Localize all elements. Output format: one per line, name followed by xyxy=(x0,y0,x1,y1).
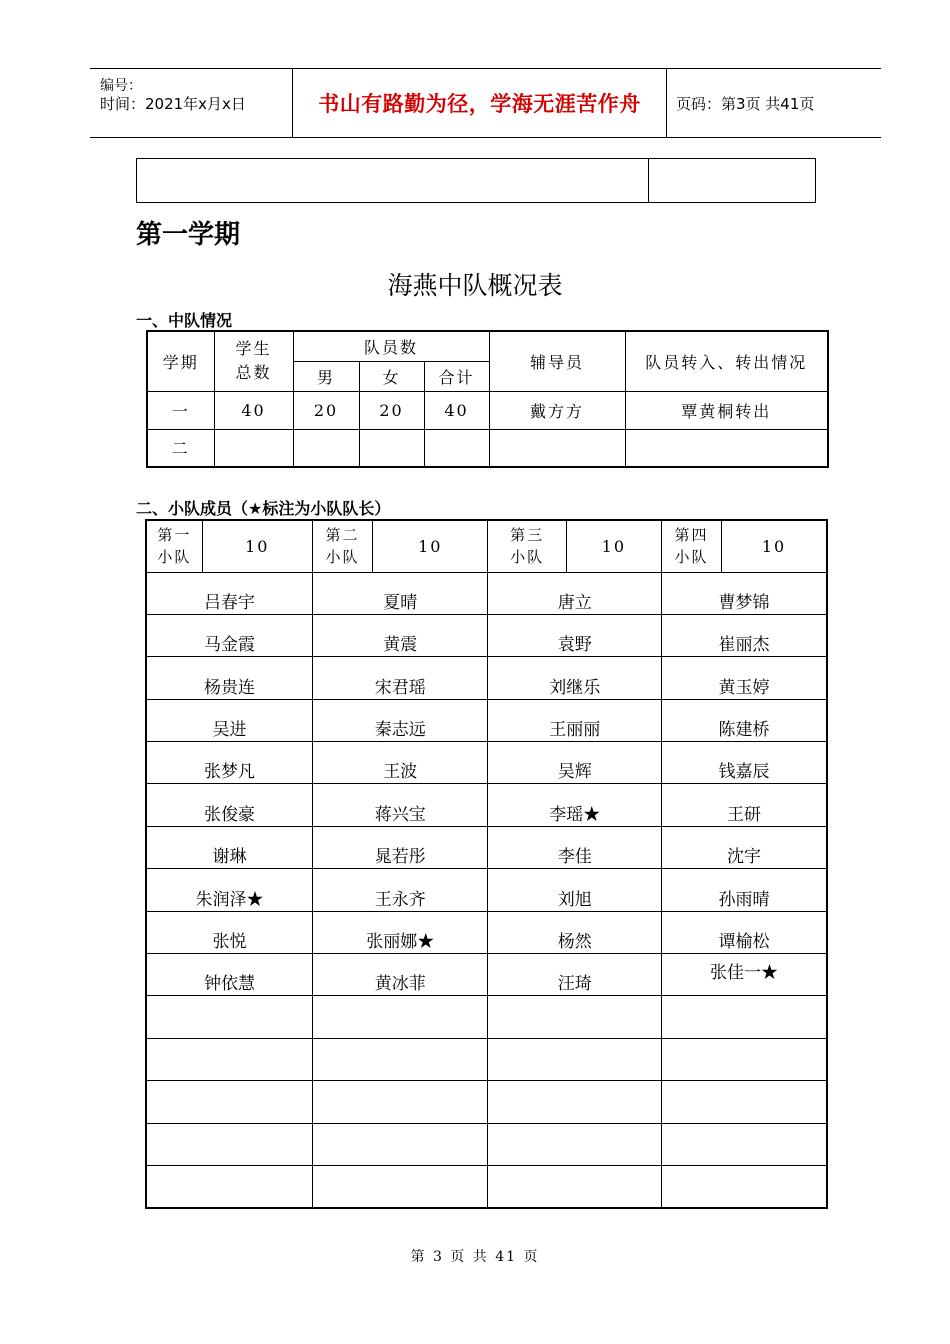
member-name-cell: 孙雨晴 xyxy=(661,869,827,911)
page-header xyxy=(90,68,881,138)
member-name-cell xyxy=(488,996,661,1038)
table-row xyxy=(146,954,827,996)
member-name-cell: 汪琦 xyxy=(488,954,661,996)
cell-term: 二 xyxy=(147,429,214,467)
member-name-cell: 张悦 xyxy=(146,911,312,953)
member-name-cell: 刘继乐 xyxy=(488,657,661,699)
squad-count-2: 10 xyxy=(373,520,488,572)
page-title: 海燕中队概况表 xyxy=(387,271,563,300)
member-name-cell: 夏晴 xyxy=(312,572,488,614)
table-row xyxy=(146,1081,827,1123)
squad-label-line1: 第四 xyxy=(674,526,709,545)
cell-counselor xyxy=(489,429,625,467)
table-row xyxy=(146,657,827,699)
squad-label-1 xyxy=(146,520,202,572)
table-row xyxy=(146,784,827,826)
header-total xyxy=(214,331,293,391)
member-name-cell: 蒋兴宝 xyxy=(312,784,488,826)
member-name-cell: 马金霞 xyxy=(146,614,312,656)
header-transfer: 队员转入、转出情况 xyxy=(625,331,828,391)
table-row xyxy=(147,391,828,429)
section1-heading: 一、中队情况 xyxy=(136,311,233,330)
member-name-cell: 张丽娜★ xyxy=(312,911,488,953)
empty-box-divider xyxy=(648,159,649,202)
member-name-cell: 李佳 xyxy=(488,826,661,868)
member-name-cell xyxy=(488,1165,661,1207)
member-name-cell: 王研 xyxy=(661,784,827,826)
member-name-cell xyxy=(312,1038,488,1080)
member-name-cell xyxy=(488,1038,661,1080)
member-name-cell: 张俊豪 xyxy=(146,784,312,826)
cell-sum: 40 xyxy=(424,391,489,429)
cell-total xyxy=(214,429,293,467)
header-male: 男 xyxy=(293,361,359,391)
member-name-cell: 杨贵连 xyxy=(146,657,312,699)
member-name-cell: 沈宇 xyxy=(661,826,827,868)
member-name-cell: 崔丽杰 xyxy=(661,614,827,656)
squad-count-4: 10 xyxy=(722,520,827,572)
squad-label-line1: 第三 xyxy=(510,526,545,545)
table-row xyxy=(146,572,827,614)
header-page-label: 页码：第3页 共41页 xyxy=(676,94,815,113)
member-name-cell xyxy=(146,1123,312,1165)
table-row xyxy=(146,1165,827,1207)
member-name-cell xyxy=(488,1081,661,1123)
member-name-cell: 刘旭 xyxy=(488,869,661,911)
member-name-cell xyxy=(312,1123,488,1165)
member-name-cell: 黄玉婷 xyxy=(661,657,827,699)
cell-term: 一 xyxy=(147,391,214,429)
member-name-cell xyxy=(661,996,827,1038)
table-row xyxy=(147,429,828,467)
cell-female: 20 xyxy=(359,391,424,429)
table-row xyxy=(146,911,827,953)
member-name-cell: 谭榆松 xyxy=(661,911,827,953)
cell-transfer xyxy=(625,429,828,467)
member-name-cell: 吴辉 xyxy=(488,742,661,784)
squad-label-line1: 第一 xyxy=(157,526,192,545)
squad-label-line2: 小队 xyxy=(325,548,360,567)
header-term: 学期 xyxy=(147,331,214,391)
header-total-line1: 学生 xyxy=(235,339,272,359)
section2-heading: 二、小队成员（★标注为小队队长） xyxy=(136,499,391,518)
member-name-cell xyxy=(146,1081,312,1123)
member-name-cell: 张梦凡 xyxy=(146,742,312,784)
table-row xyxy=(146,869,827,911)
table-row xyxy=(146,742,827,784)
overview-table xyxy=(146,330,829,468)
squad-label-4 xyxy=(661,520,721,572)
squad-label-line2: 小队 xyxy=(674,548,709,567)
table-row xyxy=(146,1123,827,1165)
header-sum: 合计 xyxy=(424,361,489,391)
table-row xyxy=(146,996,827,1038)
squad-label-line2: 小队 xyxy=(510,548,545,567)
cell-counselor: 戴方方 xyxy=(489,391,625,429)
squad-count-1: 10 xyxy=(202,520,312,572)
member-name-cell xyxy=(661,1165,827,1207)
member-name-cell xyxy=(146,996,312,1038)
member-name-cell: 钱嘉辰 xyxy=(661,742,827,784)
member-name-cell: 晁若彤 xyxy=(312,826,488,868)
member-name-cell: 吴进 xyxy=(146,699,312,741)
page-footer: 第 3 页 共 41 页 xyxy=(410,1249,540,1265)
member-name-cell xyxy=(312,1165,488,1207)
header-members: 队员数 xyxy=(293,331,489,361)
code-label: 编号： xyxy=(100,78,142,94)
header-female: 女 xyxy=(359,361,424,391)
header-motto: 书山有路勤为径，学海无涯苦作舟 xyxy=(292,69,667,137)
member-name-cell xyxy=(661,1038,827,1080)
table-row xyxy=(146,1038,827,1080)
member-name-cell xyxy=(488,1123,661,1165)
member-name-cell: 袁野 xyxy=(488,614,661,656)
header-meta xyxy=(90,69,292,137)
table-row xyxy=(146,826,827,868)
member-name-cell: 曹梦锦 xyxy=(661,572,827,614)
table-row xyxy=(146,699,827,741)
member-name-cell xyxy=(146,1165,312,1207)
squad-label-3 xyxy=(488,520,566,572)
member-name-cell: 谢琳 xyxy=(146,826,312,868)
member-name-cell: 唐立 xyxy=(488,572,661,614)
time-label: 时间：2021年x月x日 xyxy=(100,95,246,113)
squad-header-row xyxy=(146,520,827,572)
squad-members-table xyxy=(145,519,828,1209)
squad-count-3: 10 xyxy=(566,520,661,572)
squad-label-line2: 小队 xyxy=(157,548,192,567)
cell-male xyxy=(293,429,359,467)
squad-label-2 xyxy=(312,520,372,572)
member-name-cell xyxy=(661,1123,827,1165)
member-name-cell: 黄冰菲 xyxy=(312,954,488,996)
member-name-cell: 王永齐 xyxy=(312,869,488,911)
member-name-cell xyxy=(312,996,488,1038)
semester-heading: 第一学期 xyxy=(136,220,241,250)
cell-male: 20 xyxy=(293,391,359,429)
member-name-cell: 王丽丽 xyxy=(488,699,661,741)
cell-sum xyxy=(424,429,489,467)
member-name-cell: 王波 xyxy=(312,742,488,784)
cell-transfer: 覃黄桐转出 xyxy=(625,391,828,429)
member-rows xyxy=(146,572,827,1208)
member-name-cell: 朱润泽★ xyxy=(146,869,312,911)
header-total-line2: 总数 xyxy=(235,363,272,383)
member-name-cell: 吕春宇 xyxy=(146,572,312,614)
member-name-cell: 陈建桥 xyxy=(661,699,827,741)
member-name-cell: 张佳一★ xyxy=(661,954,827,996)
squad-label-line1: 第二 xyxy=(325,526,360,545)
empty-box xyxy=(136,158,816,203)
member-name-cell xyxy=(146,1038,312,1080)
member-name-cell: 黄震 xyxy=(312,614,488,656)
member-name-cell xyxy=(312,1081,488,1123)
member-name-cell: 杨然 xyxy=(488,911,661,953)
member-name-cell: 钟依慧 xyxy=(146,954,312,996)
member-name-cell xyxy=(661,1081,827,1123)
table-row xyxy=(146,614,827,656)
cell-total: 40 xyxy=(214,391,293,429)
member-name-cell: 李瑶★ xyxy=(488,784,661,826)
member-name-cell: 宋君瑶 xyxy=(312,657,488,699)
cell-female xyxy=(359,429,424,467)
member-name-cell: 秦志远 xyxy=(312,699,488,741)
header-counselor: 辅导员 xyxy=(489,331,625,391)
